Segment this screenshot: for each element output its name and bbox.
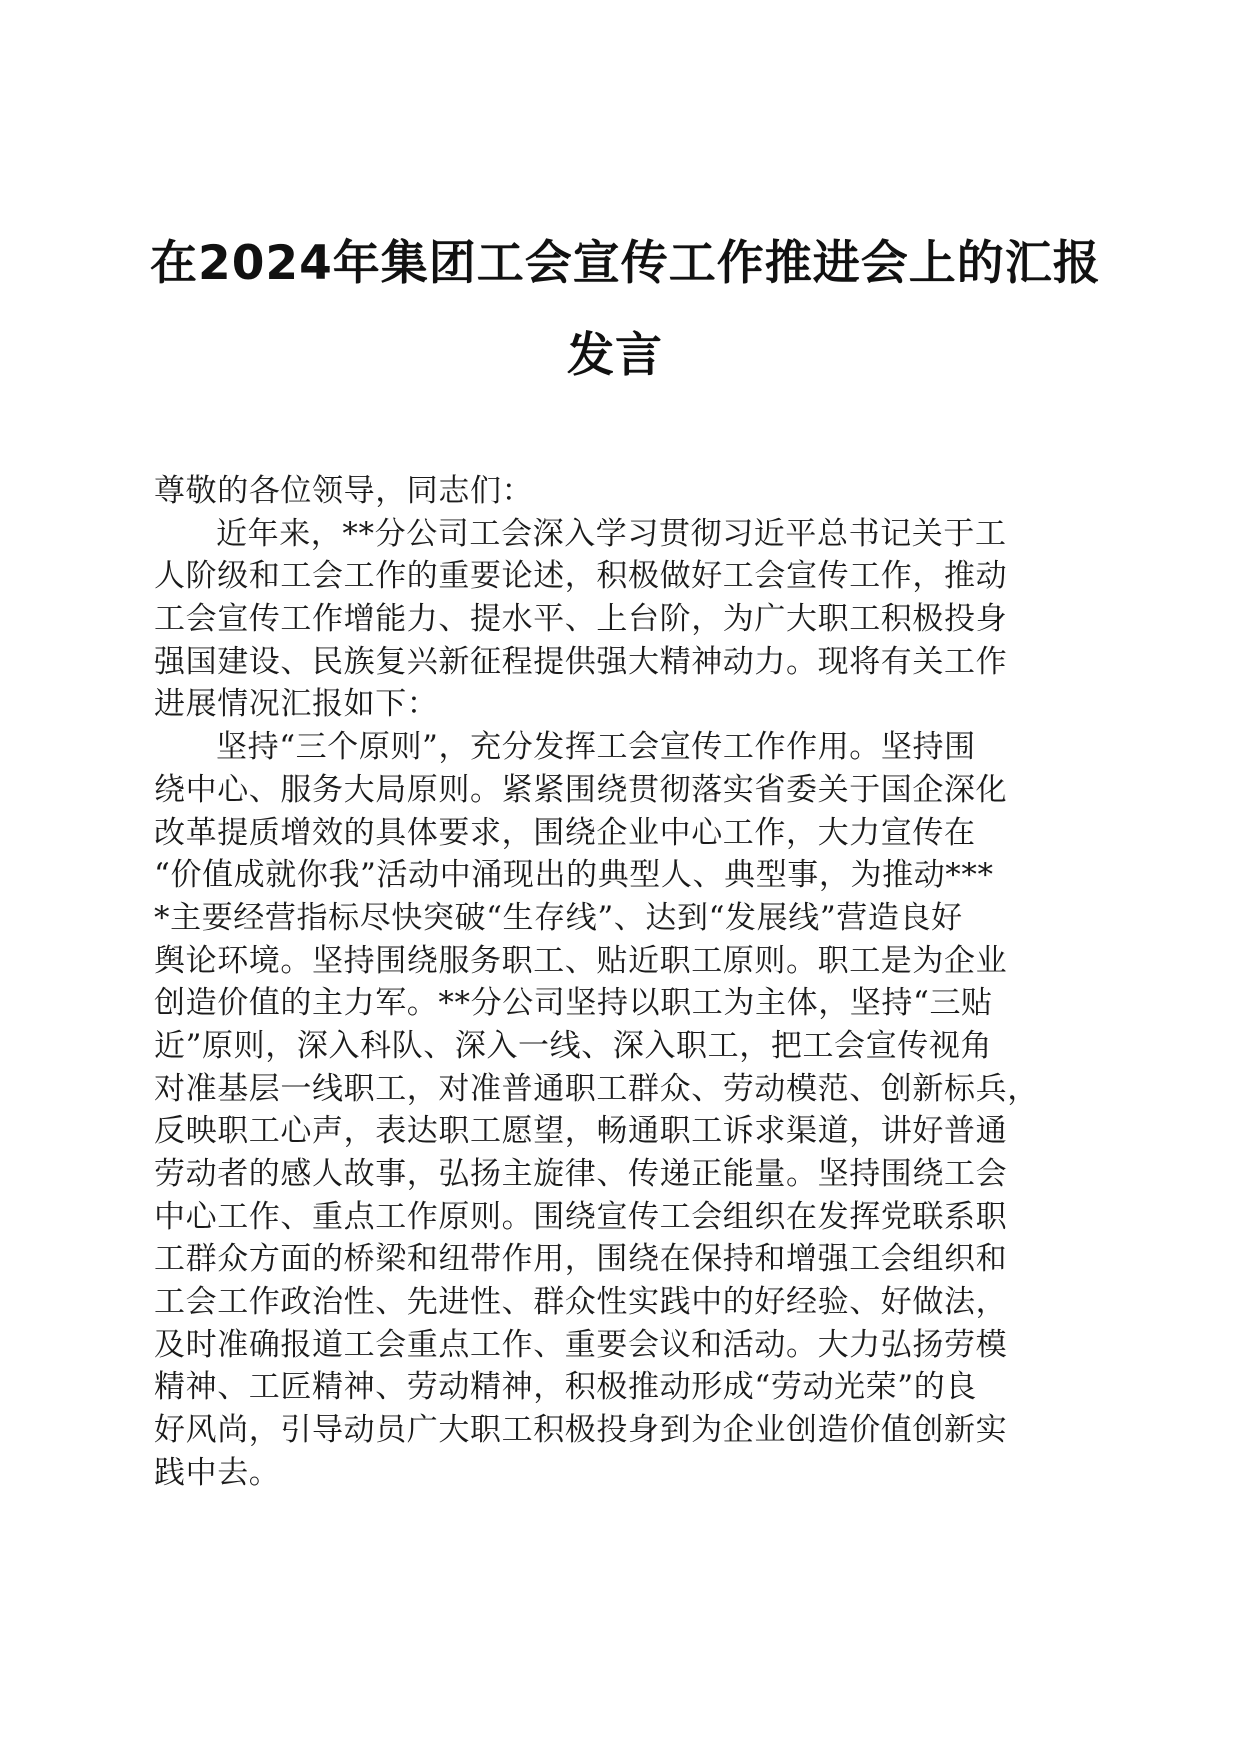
document-body: [154, 470, 1074, 1495]
paragraph-principles: [154, 726, 1074, 1494]
title-line-1: 在2024年集团工会宣传工作推进会上的汇报: [150, 236, 1101, 291]
paragraph-line: 好风尚，引导动员广大职工积极投身到为企业创造价值创新实: [154, 1412, 1008, 1449]
paragraph-line: 近”原则，深入科队、深入一线、深入职工，把工会宣传视角: [154, 1027, 993, 1064]
paragraph-line: 舆论环境。坚持围绕服务职工、贴近职工原则。职工是为企业: [154, 942, 1008, 979]
paragraph-line: 及时准确报道工会重点工作、重要会议和活动。大力弘扬劳模: [154, 1326, 1008, 1363]
paragraph-line: 坚持“三个原则”，充分发挥工会宣传工作作用。坚持围: [216, 729, 976, 766]
paragraph-line: 对准基层一线职工，对准普通职工群众、劳动模范、创新标兵，: [154, 1070, 1039, 1107]
paragraph-line: 工会宣传工作增能力、提水平、上台阶，为广大职工积极投身: [154, 601, 1008, 638]
paragraph-line: 人阶级和工会工作的重要论述，积极做好工会宣传工作，推动: [154, 558, 1008, 595]
paragraph-line: 近年来，**分公司工会深入学习贯彻习近平总书记关于工: [216, 515, 1007, 552]
paragraph-line: 强国建设、民族复兴新征程提供强大精神动力。现将有关工作: [154, 643, 1008, 680]
paragraph-line: 劳动者的感人故事，弘扬主旋律、传递正能量。坚持围绕工会: [154, 1156, 1008, 1192]
paragraph-line: 践中去。: [154, 1454, 281, 1491]
paragraph-line: 绕中心、服务大局原则。紧紧围绕贯彻落实省委关于国企深化: [154, 771, 1008, 808]
paragraph-line: 工会工作政治性、先进性、群众性实践中的好经验、好做法，: [154, 1284, 1008, 1321]
paragraph-line: 中心工作、重点工作原则。围绕宣传工会组织在发挥党联系职: [154, 1198, 1008, 1235]
paragraph-line: 进展情况汇报如下：: [154, 686, 439, 723]
greeting: 尊敬的各位领导，同志们：: [154, 473, 534, 509]
paragraph-line: 反映职工心声，表达职工愿望，畅通职工诉求渠道，讲好普通: [154, 1113, 1008, 1150]
paragraph-line: “价值成就你我”活动中涌现出的典型人、典型事，为推动***: [154, 857, 994, 894]
document-title: [150, 218, 1101, 402]
paragraph-line: 改革提质增效的具体要求，围绕企业中心工作，大力宣传在: [154, 814, 976, 851]
paragraph-line: 工群众方面的桥梁和纽带作用，围绕在保持和增强工会组织和: [154, 1241, 1008, 1278]
paragraph-line: 创造价值的主力军。**分公司坚持以职工为主体，坚持“三贴: [154, 985, 993, 1022]
paragraph-line: *主要经营指标尽快突破“生存线”、达到“发展线”营造良好: [154, 899, 963, 936]
paragraph-line: 精神、工匠精神、劳动精神，积极推动形成“劳动光荣”的良: [154, 1369, 977, 1406]
title-line-2: 发言: [567, 328, 663, 383]
paragraph-intro: [154, 513, 1074, 726]
